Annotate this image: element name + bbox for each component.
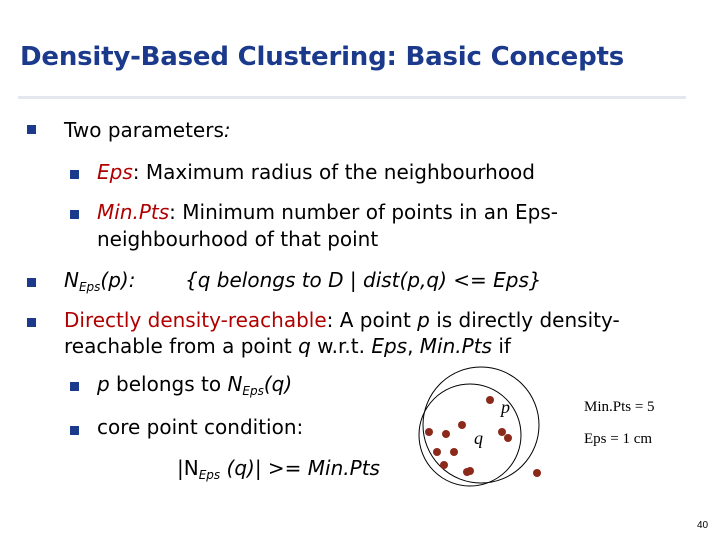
- bullet-directly-density-reachable: Directly density-reachable: A point p is directly density-: [64, 308, 620, 332]
- eps-term: Eps: [97, 160, 133, 184]
- bullet-minpts: Min.Pts: Minimum number of points in an Eps-: [97, 200, 558, 224]
- bullet-neps-definition: $N_{Eps}(p)$:: [64, 268, 136, 294]
- data-point: [486, 396, 494, 404]
- data-point: [433, 448, 441, 456]
- data-point: [458, 421, 466, 429]
- minpts-label: Min.Pts = 5: [584, 399, 655, 415]
- data-point: [425, 428, 433, 436]
- bullet-p-belongs: p belongs to $N_{Eps}(q)$: [97, 372, 293, 398]
- bullet-two-parameters: Two parameters:: [64, 118, 231, 142]
- core-point-formula: $|N_{Eps}$ (q)| >= Min.Pts: [177, 456, 380, 482]
- page-number: 40: [697, 520, 709, 531]
- minpts-term: Min.Pts: [97, 200, 170, 224]
- ddr-term: Directly density-reachable: [64, 308, 327, 332]
- label-p: p: [501, 397, 510, 417]
- data-point: [450, 448, 458, 456]
- neps-set-expression: {q belongs to D | dist(p,q) <= Eps}: [185, 268, 542, 292]
- data-point: [442, 430, 450, 438]
- slide-title: Density-Based Clustering: Basic Concepts: [20, 42, 624, 72]
- data-point: [498, 428, 506, 436]
- bullet-ddr-line2: reachable from a point q w.r.t. Eps, Min.Pts if: [64, 334, 511, 358]
- eps-label: Eps = 1 cm: [584, 431, 653, 447]
- data-point: [504, 434, 512, 442]
- data-point: [440, 461, 448, 469]
- data-point: [466, 467, 474, 475]
- label-q: q: [474, 428, 483, 448]
- bullet-minpts-line2: neighbourhood of that point: [97, 227, 379, 251]
- bullet-eps: Eps: Maximum radius of the neighbourhood: [97, 160, 535, 184]
- bullet-core-point: core point condition:: [97, 415, 304, 439]
- data-point: [533, 469, 541, 477]
